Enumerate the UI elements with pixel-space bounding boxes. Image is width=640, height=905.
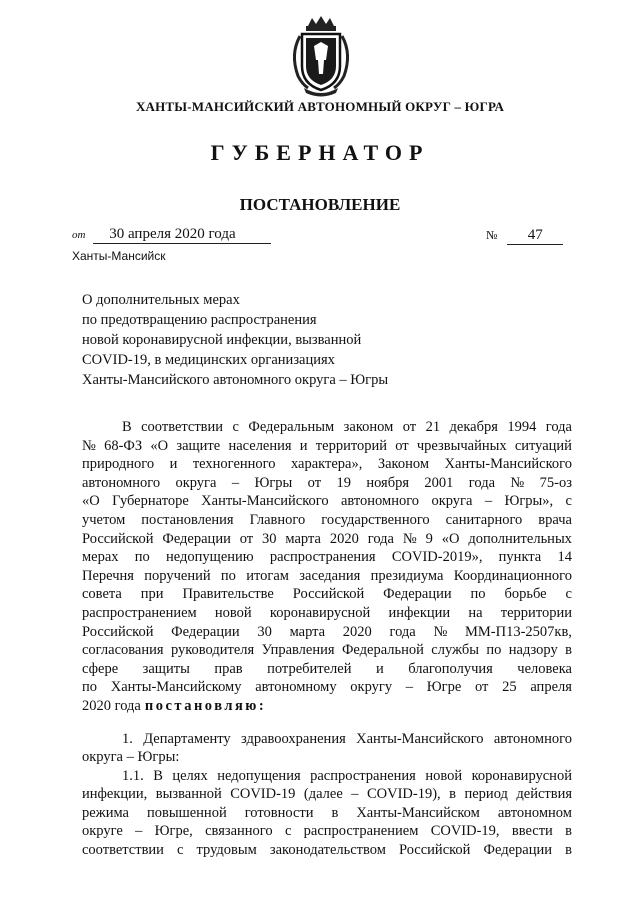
word: согласования xyxy=(82,642,164,659)
text-line xyxy=(82,585,572,604)
word: ММ-П13-2507кв, xyxy=(464,623,572,640)
word: Главного xyxy=(249,511,306,528)
word: 30 xyxy=(257,623,272,640)
word: 25 xyxy=(502,679,517,696)
word: от xyxy=(307,474,322,491)
word: COVID-19), xyxy=(366,786,441,803)
word: Российской xyxy=(82,530,154,547)
word: по xyxy=(134,549,150,566)
subject-line: по предотвращению распространения xyxy=(82,312,317,328)
word: руководителя xyxy=(170,642,255,659)
text-line xyxy=(82,604,572,623)
word: – xyxy=(351,786,359,803)
word: 14 xyxy=(557,549,572,566)
word: В xyxy=(122,419,132,435)
word: по xyxy=(486,642,502,659)
word: «О xyxy=(82,493,100,510)
word: Федерации xyxy=(171,623,240,640)
word: от xyxy=(475,679,489,696)
word: при xyxy=(140,586,164,603)
word: 2020 xyxy=(342,623,372,640)
subject-block xyxy=(82,290,442,390)
word: повышенной xyxy=(146,804,227,821)
preamble-last-text: 2020 года xyxy=(82,697,141,714)
word: 21 xyxy=(425,419,441,435)
subject-line: О дополнительных мерах xyxy=(82,292,240,308)
word: законом xyxy=(343,419,394,435)
document-type: ПОСТАНОВЛЕНИЕ xyxy=(239,195,401,214)
word: в xyxy=(565,842,572,859)
subject-line: Ханты-Мансийского автономного округа – Югры xyxy=(82,372,389,388)
word: Российской xyxy=(82,623,154,640)
subject-line: новой коронавирусной инфекции, вызванной xyxy=(82,332,362,348)
text-line xyxy=(82,567,572,586)
text-line xyxy=(82,437,572,456)
text-line xyxy=(82,785,572,804)
word: COVID-2019», xyxy=(391,549,483,566)
text-line xyxy=(82,455,572,474)
document-body xyxy=(82,418,572,860)
word: года xyxy=(468,474,496,491)
word: соответствии xyxy=(82,842,164,859)
date-prefix: от xyxy=(72,229,86,241)
word: № xyxy=(510,474,525,491)
word: марта xyxy=(289,623,326,640)
word: распространением xyxy=(303,823,419,840)
text-line: округа – Югры: xyxy=(82,749,180,766)
word: от xyxy=(402,419,417,435)
word: в xyxy=(565,642,572,659)
word: COVID-19 xyxy=(230,786,296,803)
word: действия xyxy=(516,786,572,803)
word: Ханты-Мансийского xyxy=(444,456,572,473)
text-line xyxy=(82,730,572,749)
word: от xyxy=(239,530,254,547)
word: – xyxy=(405,679,414,696)
word: Российской xyxy=(398,842,471,859)
text-line xyxy=(82,548,572,567)
text-line xyxy=(82,804,572,823)
word: – xyxy=(231,474,240,491)
word: ноября xyxy=(366,474,410,491)
word: с xyxy=(565,586,572,603)
text-line xyxy=(82,418,572,437)
word: техногенного xyxy=(192,456,276,473)
word: Федеральной xyxy=(341,642,424,659)
word: инфекции xyxy=(388,604,451,621)
text-line xyxy=(82,822,572,841)
word: Федерации xyxy=(162,530,231,547)
word: Ханты-Мансийского xyxy=(201,493,329,510)
text-line xyxy=(82,841,572,860)
word: надзору xyxy=(508,642,558,659)
text-line xyxy=(82,511,572,530)
word: Югре xyxy=(426,679,462,696)
word: потребителей xyxy=(267,660,352,677)
word: Управления xyxy=(261,642,335,659)
word: Губернаторе xyxy=(112,493,189,510)
word: итогам xyxy=(246,567,289,584)
number-value: 47 xyxy=(507,227,563,245)
word: COVID-19, xyxy=(430,823,500,840)
word: ввести xyxy=(511,823,553,840)
word: округу xyxy=(350,679,393,696)
word: Департаменту xyxy=(143,730,231,747)
text-line xyxy=(82,767,572,786)
word: мерах xyxy=(82,549,119,566)
word: вызванной xyxy=(155,786,222,803)
word: Законом xyxy=(377,456,430,473)
word: Югры», xyxy=(504,493,554,510)
word: (далее xyxy=(303,786,343,803)
city-name: Ханты-Мансийск xyxy=(72,249,166,263)
word: президиума xyxy=(370,567,444,584)
word: округа xyxy=(431,493,473,510)
word: округа xyxy=(175,474,217,491)
word: апреля xyxy=(530,679,572,696)
word: в xyxy=(565,823,572,840)
word: автономного xyxy=(493,730,572,747)
text-line xyxy=(82,697,572,716)
word: автономном xyxy=(497,804,572,821)
word: автономного xyxy=(82,474,161,491)
word: 68-ФЗ xyxy=(104,437,143,454)
word: 30 xyxy=(262,530,277,547)
word: дополнительных xyxy=(468,530,572,547)
word: марта xyxy=(285,530,321,547)
number-field xyxy=(486,227,563,245)
word: характера», xyxy=(290,456,363,473)
word: государственного xyxy=(321,511,430,528)
word: инфекции, xyxy=(82,786,148,803)
word: недопущения xyxy=(217,767,301,784)
word: природного xyxy=(82,456,155,473)
word: борьбе xyxy=(504,586,547,603)
word: защиты xyxy=(142,660,190,677)
word: 1. xyxy=(122,730,133,747)
word: распространения xyxy=(269,549,376,566)
word: благополучия xyxy=(408,660,493,677)
word: по xyxy=(470,586,486,603)
word: распространением xyxy=(82,604,197,621)
word: недопущению xyxy=(166,549,254,566)
word: Федерации xyxy=(483,842,552,859)
word: коронавирусной xyxy=(269,604,371,621)
word: территории xyxy=(500,604,572,621)
word: постановления xyxy=(141,511,234,528)
word: распространения xyxy=(310,767,416,784)
word: заседания xyxy=(299,567,361,584)
word: с xyxy=(177,842,184,859)
word: Российской xyxy=(292,586,365,603)
word: и xyxy=(299,437,308,454)
word: с xyxy=(565,493,572,510)
word: Федеральным xyxy=(248,419,335,435)
word: новой xyxy=(214,604,252,621)
word: № xyxy=(433,623,448,640)
item-1-paragraph xyxy=(82,730,572,767)
word: «О xyxy=(441,530,460,547)
word: – xyxy=(135,823,143,840)
word: Югре, xyxy=(154,823,193,840)
item-1-1-paragraph xyxy=(82,767,572,860)
text-line xyxy=(82,492,572,511)
word: совета xyxy=(82,586,122,603)
word: врача xyxy=(538,511,572,528)
word: чрезвычайных xyxy=(416,437,507,454)
word: 9 xyxy=(425,530,433,547)
word: от xyxy=(395,437,409,454)
word: в xyxy=(331,804,339,821)
governor-title: ГУБЕРНАТОР xyxy=(210,140,430,165)
word: период xyxy=(464,786,508,803)
region-name: ХАНТЫ-МАНСИЙСКИЙ АВТОНОМНЫЙ ОКРУГ – ЮГРА xyxy=(135,99,505,114)
word: соответствии xyxy=(141,419,224,435)
word: года xyxy=(367,530,394,547)
word: режима xyxy=(82,804,129,821)
word: целях xyxy=(172,767,208,784)
word: учетом xyxy=(82,511,126,528)
word: пункта xyxy=(498,549,542,566)
word: связанного xyxy=(205,823,273,840)
word: № xyxy=(402,530,417,547)
word: 1.1. xyxy=(122,767,144,784)
word: сфере xyxy=(82,660,119,677)
word: Югры xyxy=(254,474,293,491)
subject-line: COVID-19, в медицинских организациях xyxy=(82,352,335,368)
coat-of-arms-emblem xyxy=(288,14,354,98)
word: с xyxy=(284,823,292,840)
text-line xyxy=(82,474,572,493)
word: Координационного xyxy=(453,567,572,584)
word: Федерации xyxy=(383,586,452,603)
word: на xyxy=(468,604,483,621)
word: 75-оз xyxy=(539,474,572,491)
text-line xyxy=(82,678,572,697)
date-field xyxy=(72,226,271,244)
text-line xyxy=(82,623,572,642)
word: 2001 xyxy=(424,474,454,491)
word: 2020 xyxy=(329,530,359,547)
word: автономного xyxy=(340,493,420,510)
word: Ханты-Мансийского xyxy=(356,730,484,747)
word: 19 xyxy=(336,474,351,491)
word: с xyxy=(232,419,239,435)
text-line xyxy=(82,641,572,660)
date-value: 30 апреля 2020 года xyxy=(93,226,271,244)
word: Правительстве xyxy=(182,586,274,603)
word: автономному xyxy=(255,679,337,696)
word: Перечня xyxy=(82,567,134,584)
word: Ханты-Мансийском xyxy=(356,804,480,821)
word: по xyxy=(82,679,98,696)
text-line xyxy=(82,530,572,549)
word: трудовым xyxy=(196,842,257,859)
word: санитарного xyxy=(445,511,523,528)
word: В xyxy=(153,767,163,784)
word: года xyxy=(389,623,416,640)
word: по xyxy=(220,567,236,584)
word: 1994 xyxy=(507,419,537,435)
word: прав xyxy=(214,660,243,677)
word: декабря xyxy=(449,419,498,435)
word: года xyxy=(545,419,572,435)
word: человека xyxy=(517,660,572,677)
preamble-paragraph xyxy=(82,418,572,716)
word: службы xyxy=(431,642,479,659)
word: населения xyxy=(228,437,292,454)
resolve-word: постановляю: xyxy=(144,697,267,714)
number-sign: № xyxy=(486,228,498,242)
word: коронавирусной xyxy=(471,767,572,784)
word: территорий xyxy=(315,437,387,454)
word: готовности xyxy=(244,804,314,821)
word: № xyxy=(82,437,96,454)
word: ситуаций xyxy=(514,437,572,454)
word: защите xyxy=(176,437,221,454)
word: новой xyxy=(425,767,463,784)
word: округе xyxy=(82,823,123,840)
word: законодательством xyxy=(269,842,386,859)
word: и xyxy=(169,456,178,473)
word: – xyxy=(484,493,493,510)
word: и xyxy=(375,660,384,677)
text-line xyxy=(82,660,572,679)
word: «О xyxy=(150,437,169,454)
word: в xyxy=(449,786,457,803)
word: Ханты-Мансийскому xyxy=(110,679,242,696)
word: здравоохранения xyxy=(241,730,346,747)
word: поручений xyxy=(144,567,211,584)
